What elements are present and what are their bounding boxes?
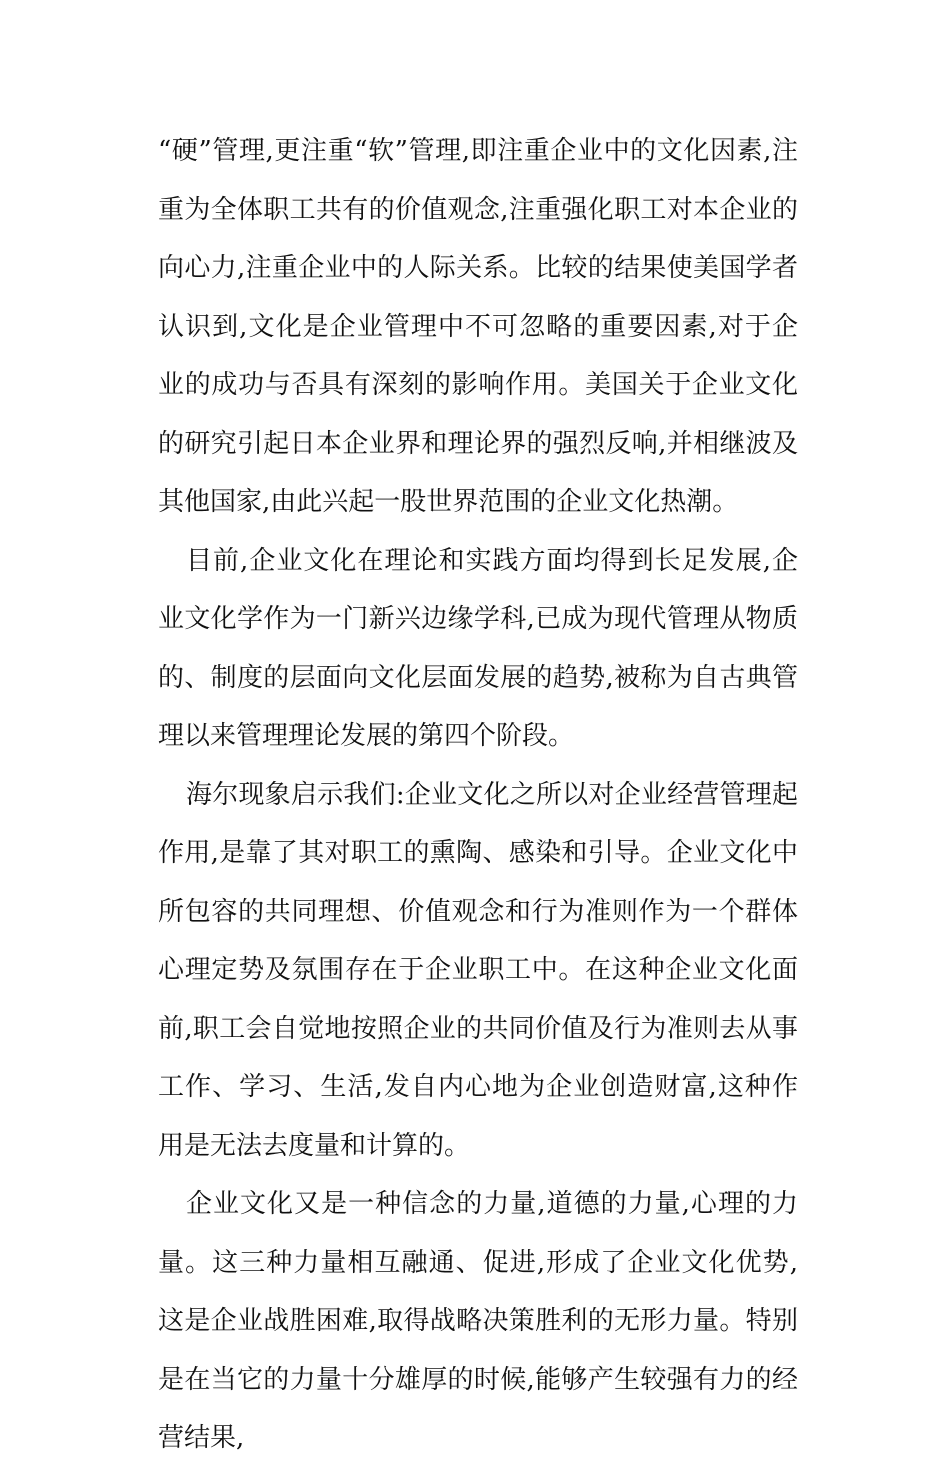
paragraph-2: 目前,企业文化在理论和实践方面均得到长足发展,企业文化学作为一门新兴边缘学科,已成为现代管理从物质的、制度的层面向文化层面发展的趋势,被称为自古典管理以来管理理论发展的第四个阶段。	[158, 545, 798, 751]
paragraph-1: “硬”管理,更注重“软”管理,即注重企业中的文化因素,注重为全体职工共有的价值观念,注重强化职工对本企业的向心力,注重企业中的人际关系。比较的结果使美国学者认识到,文化是企业管理中不可忽略的重要因素,对于企业的成功与否具有深刻的影响作用。美国关于企业文化的研究引起日本企业界和理论界的强烈反响,并相继波及其他国家,由此兴起一股世界范围的企业文化热潮。	[158, 136, 798, 517]
paragraph-4: 企业文化又是一种信念的力量,道德的力量,心理的力量。这三种力量相互融通、促进,形成了企业文化优势,这是企业战胜困难,取得战略决策胜利的无形力量。特别是在当它的力量十分雄厚的时候,能够产生较强有力的经营结果,	[158, 1189, 798, 1453]
paragraph-3: 海尔现象启示我们:企业文化之所以对企业经营管理起作用,是靠了其对职工的熏陶、感染和引导。企业文化中所包容的共同理想、价值观念和行为准则作为一个群体心理定势及氛围存在于企业职工中。在这种企业文化面前,职工会自觉地按照企业的共同价值及行为准则去从事工作、学习、生活,发自内心地为企业创造财富,这种作用是无法去度量和计算的。	[158, 779, 798, 1161]
document-page	[158, 122, 798, 1468]
